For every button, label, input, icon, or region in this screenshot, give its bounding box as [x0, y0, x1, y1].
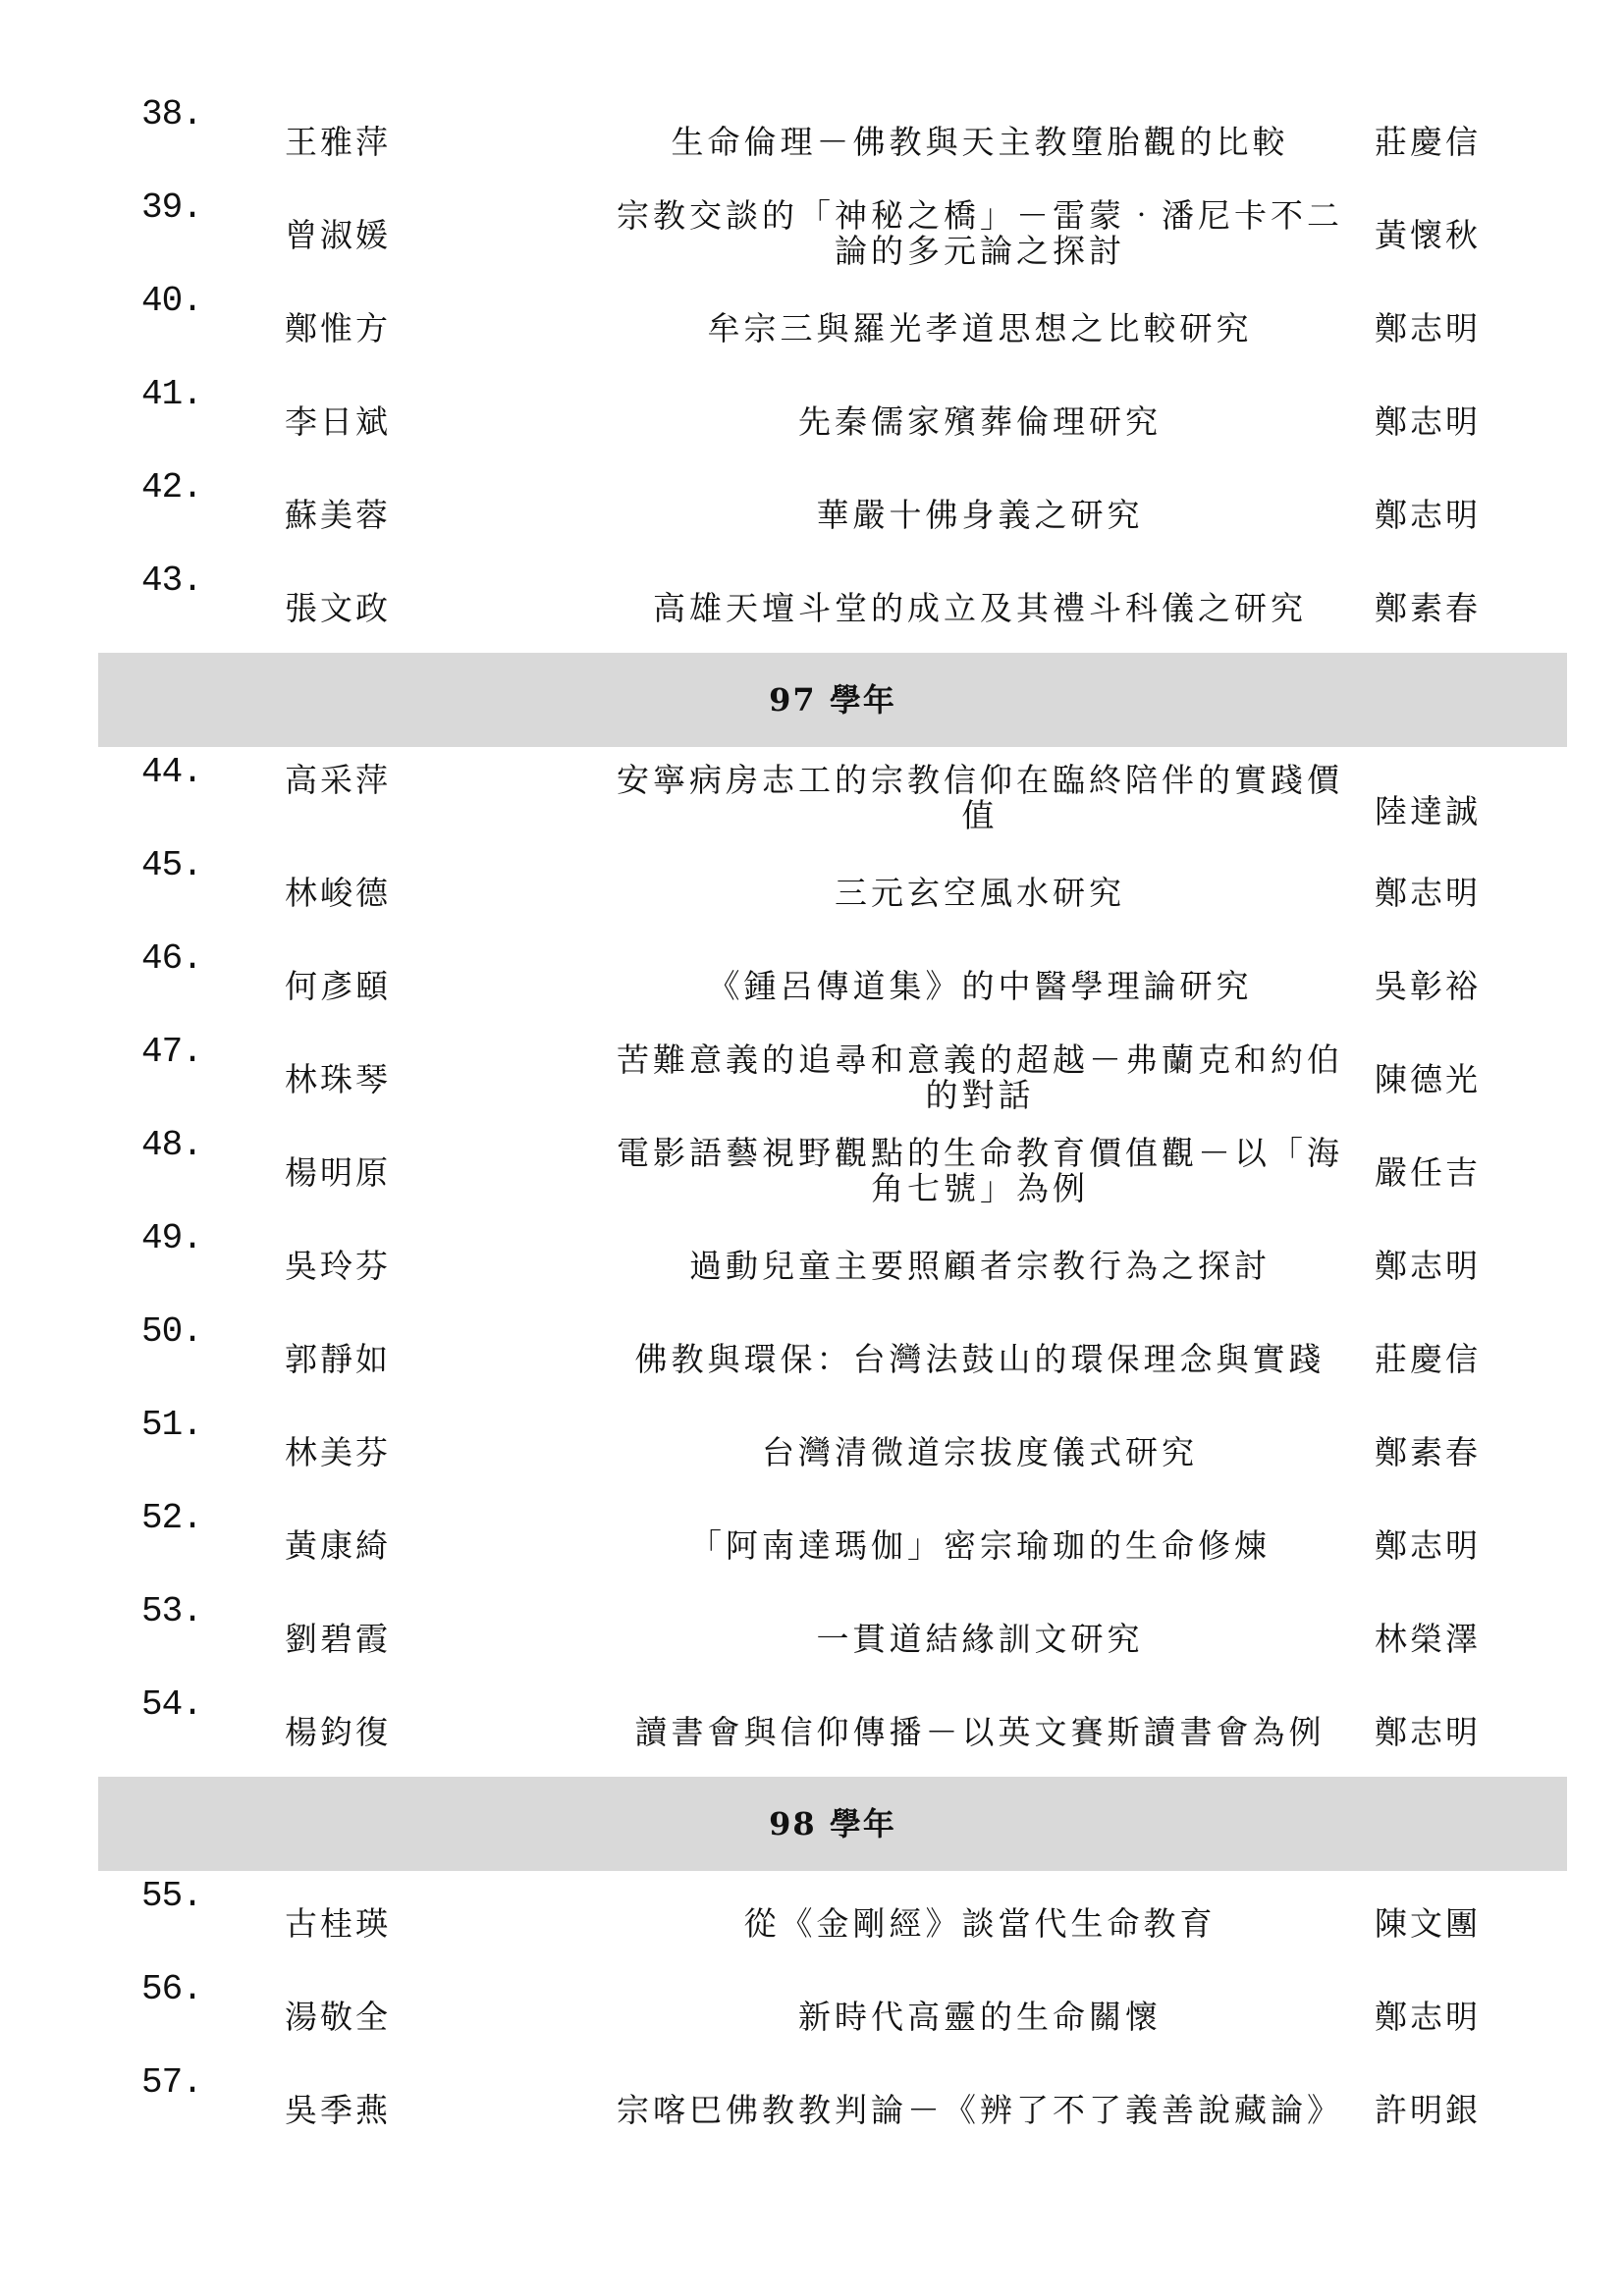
student-name: 何彥頤: [285, 967, 391, 1005]
advisor-name: 鄭素春: [1375, 1433, 1481, 1471]
thesis-title: [489, 1247, 1471, 1286]
thesis-title-line: 讀書會與信仰傳播－以英文賽斯讀書會為例: [634, 1713, 1326, 1751]
table-row: [98, 844, 1567, 937]
thesis-title: [489, 198, 1471, 269]
student-name: 黃康綺: [285, 1526, 391, 1565]
student-name: 高采萍: [285, 761, 391, 799]
academic-year-label: 98 學年: [769, 1805, 896, 1842]
thesis-title: [489, 967, 1471, 1006]
thesis-title: [489, 1620, 1471, 1659]
thesis-title: [489, 763, 1471, 833]
thesis-title-line: 宗喀巴佛教教判論－《辨了不了義善說藏論》: [617, 2091, 1343, 2129]
advisor-name: 鄭志明: [1375, 309, 1481, 347]
student-name: 林美芬: [285, 1433, 391, 1471]
table-row: [98, 1031, 1567, 1124]
advisor-name: 林榮澤: [1375, 1620, 1481, 1658]
thesis-title: [489, 1904, 1471, 1944]
row-number: 55.: [141, 1876, 202, 1916]
thesis-title-line: 三元玄空風水研究: [835, 874, 1125, 912]
student-name: 楊鈞復: [285, 1713, 391, 1751]
table-row: [98, 1590, 1567, 1683]
thesis-title-line: 角七號」為例: [871, 1169, 1089, 1207]
student-name: 吳玲芬: [285, 1247, 391, 1285]
table-row: [98, 187, 1567, 280]
advisor-name: 嚴任吉: [1375, 1153, 1481, 1192]
thesis-title-line: 安寧病房志工的宗教信仰在臨終陪伴的實踐價: [617, 761, 1343, 799]
advisor-name: 鄭素春: [1375, 589, 1481, 627]
advisor-name: 黃懷秋: [1375, 216, 1481, 254]
thesis-title-line: 苦難意義的追尋和意義的超越－弗蘭克和約伯: [617, 1041, 1343, 1079]
thesis-title: [489, 1340, 1471, 1379]
row-number: 39.: [141, 187, 202, 228]
thesis-title-line: 一貫道結緣訓文研究: [816, 1620, 1144, 1658]
academic-year-label: 97 學年: [769, 681, 896, 719]
thesis-title-line: 生命倫理－佛教與天主教墮胎觀的比較: [671, 123, 1289, 161]
thesis-title: [489, 309, 1471, 348]
row-number: 45.: [141, 845, 202, 885]
row-number: 42.: [141, 467, 202, 507]
row-number: 49.: [141, 1218, 202, 1258]
advisor-name: 鄭志明: [1375, 1998, 1481, 2036]
student-name: 王雅萍: [285, 123, 391, 161]
advisor-name: 鄭志明: [1375, 874, 1481, 912]
thesis-title: [489, 1433, 1471, 1472]
advisor-name: 吳彰裕: [1375, 967, 1481, 1005]
thesis-title-line: 的對話: [925, 1076, 1035, 1114]
thesis-title: [489, 1998, 1471, 2037]
table-row: [98, 1217, 1567, 1310]
advisor-name: 陸達誠: [1375, 792, 1481, 830]
student-name: 林珠琴: [285, 1060, 391, 1098]
table-row: [98, 937, 1567, 1031]
advisor-name: 鄭志明: [1375, 1713, 1481, 1751]
row-number: 53.: [141, 1591, 202, 1631]
thesis-title: [489, 1136, 1471, 1206]
student-name: 林峻德: [285, 874, 391, 912]
student-name: 曾淑媛: [285, 216, 391, 254]
table-row: [98, 2061, 1567, 2155]
advisor-name: 陳文團: [1375, 1904, 1481, 1943]
row-number: 50.: [141, 1311, 202, 1352]
row-number: 46.: [141, 938, 202, 979]
student-name: 吳季燕: [285, 2091, 391, 2129]
thesis-title-line: 過動兒童主要照顧者宗教行為之探討: [689, 1247, 1271, 1285]
row-number: 47.: [141, 1032, 202, 1072]
advisor-name: 鄭志明: [1375, 496, 1481, 534]
advisor-name: 陳德光: [1375, 1060, 1481, 1098]
table-row: [98, 373, 1567, 466]
table-row: [98, 1875, 1567, 1968]
student-name: 劉碧霞: [285, 1620, 391, 1658]
table-row: [98, 1683, 1567, 1777]
table-row: [98, 93, 1567, 187]
student-name: 古桂瑛: [285, 1904, 391, 1943]
advisor-name: 鄭志明: [1375, 1247, 1481, 1285]
thesis-list: [98, 93, 1567, 2155]
thesis-title-line: 值: [961, 796, 999, 834]
table-row: [98, 1497, 1567, 1590]
thesis-title-line: 《鍾呂傳道集》的中醫學理論研究: [707, 967, 1253, 1005]
student-name: 張文政: [285, 589, 391, 627]
thesis-title: [489, 496, 1471, 535]
advisor-name: 鄭志明: [1375, 402, 1481, 441]
thesis-title: [489, 123, 1471, 162]
thesis-title: [489, 1526, 1471, 1566]
thesis-title-line: 台灣清微道宗拔度儀式研究: [762, 1433, 1198, 1471]
thesis-title-line: 華嚴十佛身義之研究: [816, 496, 1144, 534]
student-name: 湯敬全: [285, 1998, 391, 2036]
student-name: 蘇美蓉: [285, 496, 391, 534]
row-number: 44.: [141, 752, 202, 792]
thesis-title-line: 先秦儒家殯葬倫理研究: [798, 402, 1162, 441]
thesis-title-line: 「阿南達瑪伽」密宗瑜珈的生命修煉: [689, 1526, 1271, 1565]
thesis-title-line: 論的多元論之探討: [835, 232, 1125, 270]
table-row: [98, 751, 1567, 844]
thesis-title-line: 從《金剛經》談當代生命教育: [743, 1904, 1217, 1943]
student-name: 李日斌: [285, 402, 391, 441]
table-row: [98, 466, 1567, 560]
thesis-title: [489, 874, 1471, 913]
student-name: 楊明原: [285, 1153, 391, 1192]
row-number: 51.: [141, 1405, 202, 1445]
thesis-title: [489, 589, 1471, 628]
thesis-title-line: 高雄天壇斗堂的成立及其禮斗科儀之研究: [653, 589, 1307, 627]
advisor-name: 鄭志明: [1375, 1526, 1481, 1565]
thesis-title: [489, 2091, 1471, 2130]
thesis-title-line: 宗教交談的「神秘之橋」－雷蒙‧潘尼卡不二: [617, 196, 1343, 235]
row-number: 40.: [141, 281, 202, 321]
row-number: 41.: [141, 374, 202, 414]
thesis-title: [489, 1042, 1471, 1113]
row-number: 38.: [141, 94, 202, 134]
table-row: [98, 1968, 1567, 2061]
table-row: [98, 560, 1567, 653]
table-row: [98, 1404, 1567, 1497]
row-number: 56.: [141, 1969, 202, 2009]
student-name: 郭靜如: [285, 1340, 391, 1378]
advisor-name: 莊慶信: [1375, 1340, 1481, 1378]
thesis-title-line: 新時代高靈的生命關懷: [798, 1998, 1162, 2036]
table-row: [98, 1124, 1567, 1217]
table-row: [98, 1310, 1567, 1404]
student-name: 鄭惟方: [285, 309, 391, 347]
advisor-name: 莊慶信: [1375, 123, 1481, 161]
row-number: 57.: [141, 2062, 202, 2103]
thesis-title-line: 牟宗三與羅光孝道思想之比較研究: [707, 309, 1253, 347]
thesis-title: [489, 1713, 1471, 1752]
advisor-name: 許明銀: [1375, 2091, 1481, 2129]
row-number: 43.: [141, 561, 202, 601]
table-row: [98, 280, 1567, 373]
academic-year-header: [98, 1777, 1567, 1871]
row-number: 48.: [141, 1125, 202, 1165]
thesis-title-line: 電影語藝視野觀點的生命教育價值觀－以「海: [617, 1134, 1343, 1172]
thesis-title-line: 佛教與環保：台灣法鼓山的環保理念與實踐: [634, 1340, 1326, 1378]
academic-year-header: [98, 653, 1567, 747]
row-number: 52.: [141, 1498, 202, 1538]
thesis-title: [489, 402, 1471, 442]
row-number: 54.: [141, 1684, 202, 1725]
